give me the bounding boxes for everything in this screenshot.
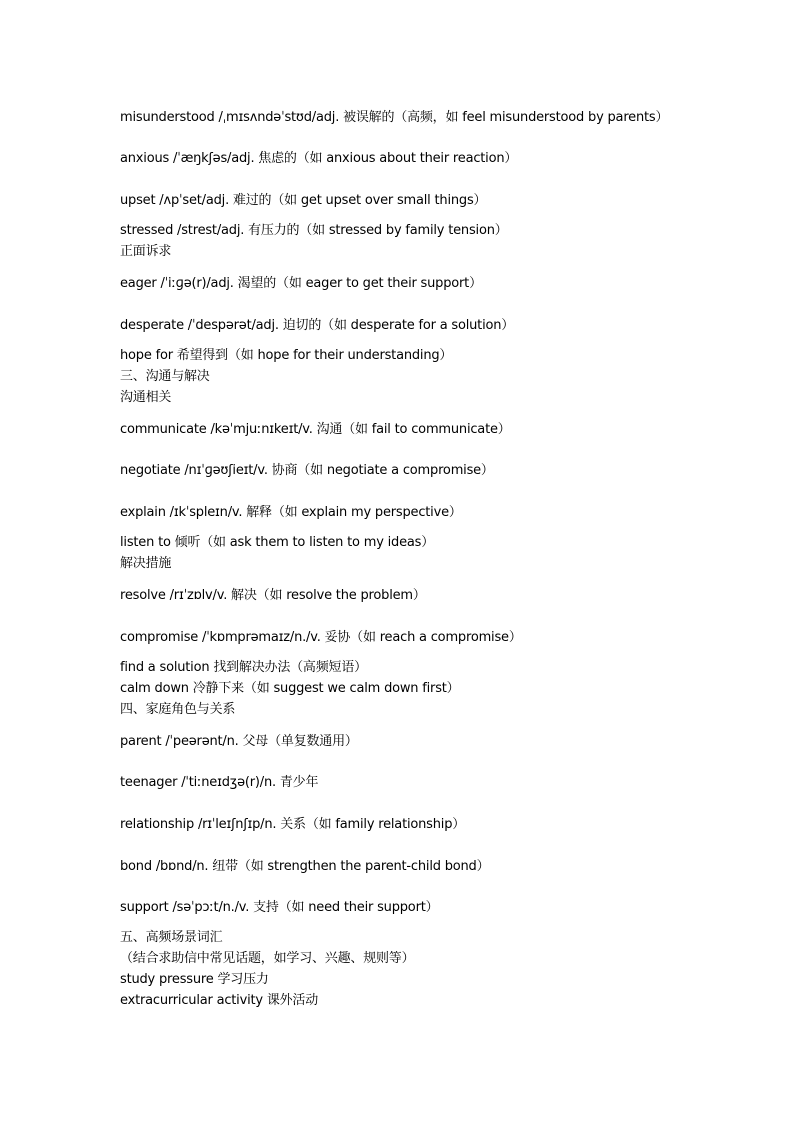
vocab-entry-explain: explain /ɪkˈspleɪn/v. 解释（如 explain my perspective） [120, 505, 462, 520]
vocab-entry-negotiate: negotiate /nɪˈɡəʊʃieɪt/v. 协商（如 negotiate a compromise） [120, 463, 494, 478]
vocab-entry-upset: upset /ʌpˈset/adj. 难过的（如 get upset over small things） [120, 193, 487, 208]
vocab-entry-find-a-solution: find a solution 找到解决办法（高频短语） [120, 660, 367, 675]
vocab-entry-study-pressure: study pressure 学习压力 [120, 972, 269, 987]
vocab-entry-parent: parent /ˈpeərənt/n. 父母（单复数通用） [120, 734, 358, 749]
vocab-entry-eager: eager /ˈiːɡə(r)/adj. 渴望的（如 eager to get their support） [120, 276, 482, 291]
vocab-entry-compromise: compromise /ˈkɒmprəmaɪz/n./v. 妥协（如 reach a compromise） [120, 630, 522, 645]
subheading-solutions: 解决措施 [120, 556, 172, 571]
vocab-entry-stressed: stressed /strest/adj. 有压力的（如 stressed by family tension） [120, 223, 508, 238]
subheading-communication: 沟通相关 [120, 390, 172, 405]
vocab-entry-communicate: communicate /kəˈmjuːnɪkeɪt/v. 沟通（如 fail to communicate） [120, 422, 511, 437]
vocab-entry-desperate: desperate /ˈdespərət/adj. 迫切的（如 desperate for a solution） [120, 318, 515, 333]
vocab-entry-resolve: resolve /rɪˈzɒlv/v. 解决（如 resolve the problem） [120, 588, 426, 603]
vocab-entry-anxious: anxious /ˈæŋkʃəs/adj. 焦虑的（如 anxious about their reaction） [120, 151, 518, 166]
vocab-entry-extracurricular-activity: extracurricular activity 课外活动 [120, 993, 319, 1008]
section-heading-scenario-vocab: 五、高频场景词汇 [120, 930, 223, 945]
vocab-entry-bond: bond /bɒnd/n. 纽带（如 strengthen the parent-child bond） [120, 859, 490, 874]
subheading-positive-appeal: 正面诉求 [120, 244, 172, 259]
vocab-entry-teenager: teenager /ˈtiːneɪdʒə(r)/n. 青少年 [120, 775, 319, 790]
section-heading-communication: 三、沟通与解决 [120, 369, 210, 384]
vocab-entry-calm-down: calm down 冷静下来（如 suggest we calm down first） [120, 681, 460, 696]
vocab-entry-listen-to: listen to 倾听（如 ask them to listen to my ideas） [120, 535, 435, 550]
vocab-entry-hope-for: hope for 希望得到（如 hope for their understanding） [120, 348, 453, 363]
section-note: （结合求助信中常见话题，如学习、兴趣、规则等） [120, 951, 415, 966]
section-heading-family-roles: 四、家庭角色与关系 [120, 702, 236, 717]
vocab-entry-support: support /səˈpɔːt/n./v. 支持（如 need their support） [120, 900, 439, 915]
vocab-entry-misunderstood: misunderstood /ˌmɪsʌndəˈstʊd/adj. 被误解的（高频，如 feel misunderstood by parents） [120, 110, 669, 125]
vocab-entry-relationship: relationship /rɪˈleɪʃnʃɪp/n. 关系（如 family relationship） [120, 817, 466, 832]
